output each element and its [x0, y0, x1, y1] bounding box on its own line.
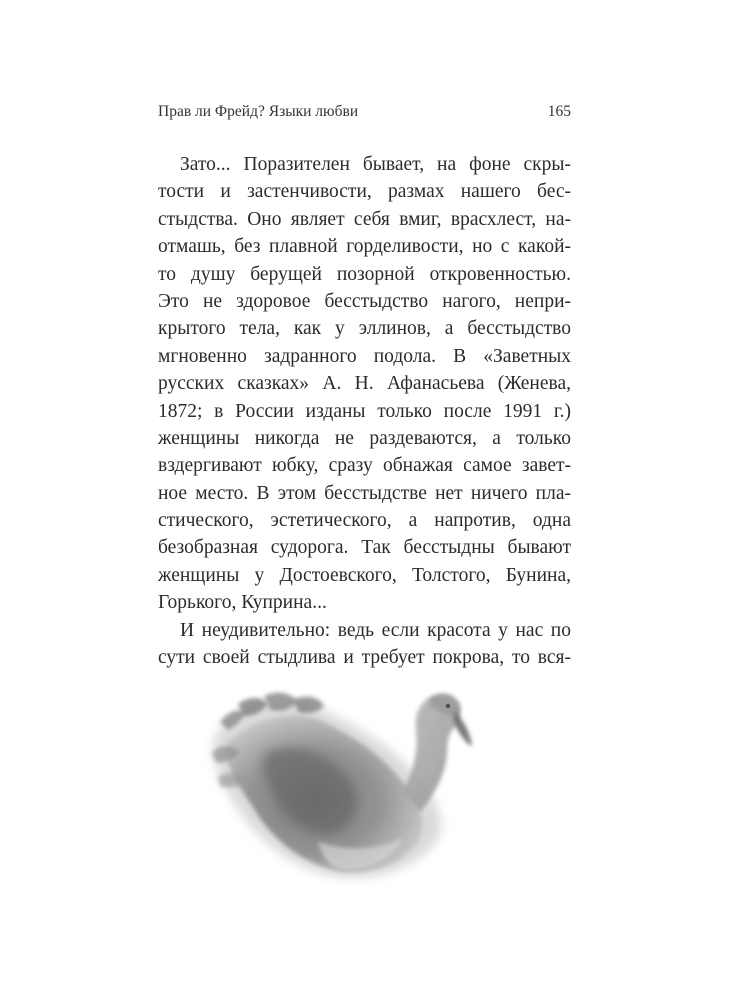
text-line: Зато... Поразителен бывает, на фоне скры-	[180, 154, 571, 175]
text-line: Это не здоровое бесстыдство нагого, непри-	[158, 290, 571, 312]
text-line: Горького, Куприна...	[158, 592, 327, 614]
text-line: И неудивительно: ведь если красота у нас по	[180, 619, 571, 641]
text-line: женщины никогда не раздеваются, а только	[158, 427, 571, 449]
text-line: сути своей стыдлива и требует покрова, то вся-	[158, 647, 571, 669]
text-line: ное место. В этом бесстыдстве нет ничего пла-	[158, 482, 571, 504]
text-line: тости и застенчивости, размах нашего бес-	[158, 181, 571, 203]
body-text	[158, 151, 571, 671]
text-line: вздергивают юбку, сразу обнажая самое завет-	[158, 455, 571, 477]
text-line: отмашь, без плавной горделивости, но с какой-	[158, 236, 571, 258]
text-line: то душу берущей позорной откровенностью.	[158, 263, 571, 285]
text-line: 1872; в России изданы только после 1991 г.)	[158, 400, 571, 422]
page-number: 165	[547, 103, 571, 120]
text-line: безобразная судорога. Так бесстыдны бывают	[158, 537, 571, 559]
text-line: русских сказках» А. Н. Афанасьева (Женева,	[158, 373, 571, 395]
running-header-title: Прав ли Фрейд? Языки любви	[158, 103, 359, 120]
watercolor-swan-icon	[198, 682, 488, 887]
text-line: крытого тела, как у эллинов, а бесстыдство	[158, 318, 571, 340]
running-header	[158, 103, 571, 121]
swan-neck	[403, 694, 472, 812]
text-line: стыдства. Оно являет себя вмиг, врасхлест, на-	[158, 208, 571, 230]
text-line: женщины у Достоевского, Толстого, Бунина,	[158, 564, 571, 586]
text-line: стического, эстетического, а напротив, одна	[158, 510, 571, 532]
text-line: мгновенно задранного подола. В «Заветных	[158, 345, 571, 367]
